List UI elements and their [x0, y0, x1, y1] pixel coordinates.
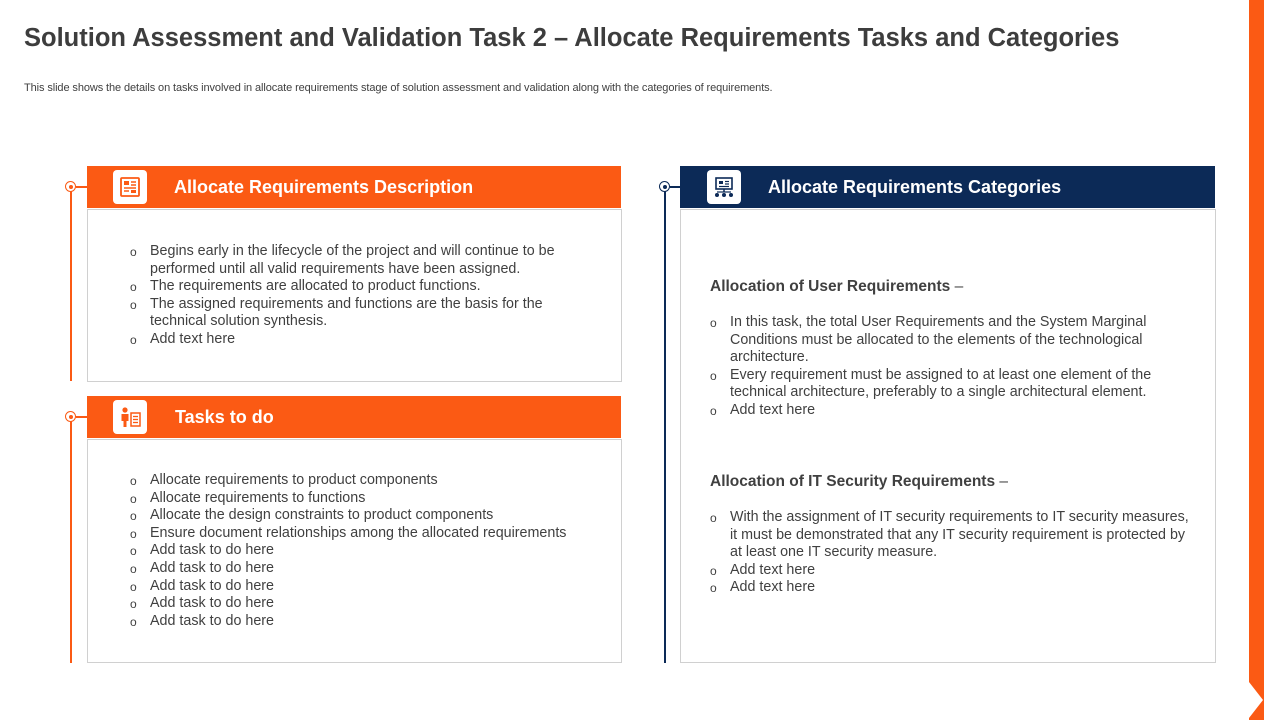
description-heading: Allocate Requirements Description: [174, 176, 474, 197]
list-item: o In this task, the total User Requirements and the System Marginal Conditions must be allocated to the elements of the technological architecture.: [710, 314, 1190, 367]
user-requirements-list: [710, 314, 1190, 420]
timeline-dot-description: [65, 181, 76, 192]
description-list: [130, 243, 580, 349]
list-item: o Allocate requirements to product components: [130, 472, 590, 490]
description-box: [87, 209, 622, 382]
description-header: [87, 166, 621, 208]
list-item: o Allocate the design constraints to product components: [130, 507, 590, 525]
right-timeline: [664, 187, 666, 663]
categories-heading: Allocate Requirements Categories: [768, 176, 1062, 197]
categories-box: [680, 209, 1216, 663]
tasks-box: [87, 439, 622, 663]
requirements-document-icon: [113, 170, 147, 204]
tasks-header: [87, 396, 621, 438]
list-item: o Add task to do here: [130, 613, 590, 631]
timeline-dot-categories: [659, 181, 670, 192]
right-accent-notch: [1249, 682, 1263, 718]
monitor-network-icon: [707, 170, 741, 204]
list-item: o Add task to do here: [130, 542, 590, 560]
list-item: o Add task to do here: [130, 560, 590, 578]
left-timeline: [70, 187, 72, 381]
left-timeline-lower: [70, 417, 72, 663]
list-item: o Add task to do here: [130, 595, 590, 613]
categories-header: [680, 166, 1215, 208]
timeline-dot-tasks: [65, 411, 76, 422]
list-item: o Add text here: [710, 579, 1190, 597]
list-item: o Begins early in the lifecycle of the project and will continue to be performed until all valid requirements have been assigned.: [130, 243, 580, 278]
tasks-list: [130, 472, 590, 630]
list-item: o Allocate requirements to functions: [130, 490, 590, 508]
security-requirements-list: [710, 509, 1190, 597]
user-requirements-heading: Allocation of User Requirements –: [710, 278, 964, 295]
list-item: o The assigned requirements and functions are the basis for the technical solution synthesis.: [130, 296, 580, 331]
security-requirements-heading: Allocation of IT Security Requirements –: [710, 473, 1009, 490]
list-item: o Add text here: [130, 331, 580, 349]
list-item: o With the assignment of IT security requirements to IT security measures, it must be demonstrated that any IT security requirement is protected by at least one IT security measure.: [710, 509, 1190, 562]
list-item: o The requirements are allocated to product functions.: [130, 278, 580, 296]
list-item: o Every requirement must be assigned to at least one element of the technical architecture, preferably to a single architectural element.: [710, 367, 1190, 402]
right-accent-bar: [1249, 0, 1264, 720]
list-item: o Add text here: [710, 402, 1190, 420]
person-checklist-icon: [113, 400, 147, 434]
page-title: Solution Assessment and Validation Task 2 – Allocate Requirements Tasks and Categories: [24, 24, 1120, 52]
list-item: o Add text here: [710, 562, 1190, 580]
tasks-heading: Tasks to do: [175, 406, 274, 427]
page-subtitle: This slide shows the details on tasks involved in allocate requirements stage of solution assessment and validation along with the categories of requirements.: [24, 82, 773, 94]
list-item: o Ensure document relationships among the allocated requirements: [130, 525, 590, 543]
list-item: o Add task to do here: [130, 578, 590, 596]
